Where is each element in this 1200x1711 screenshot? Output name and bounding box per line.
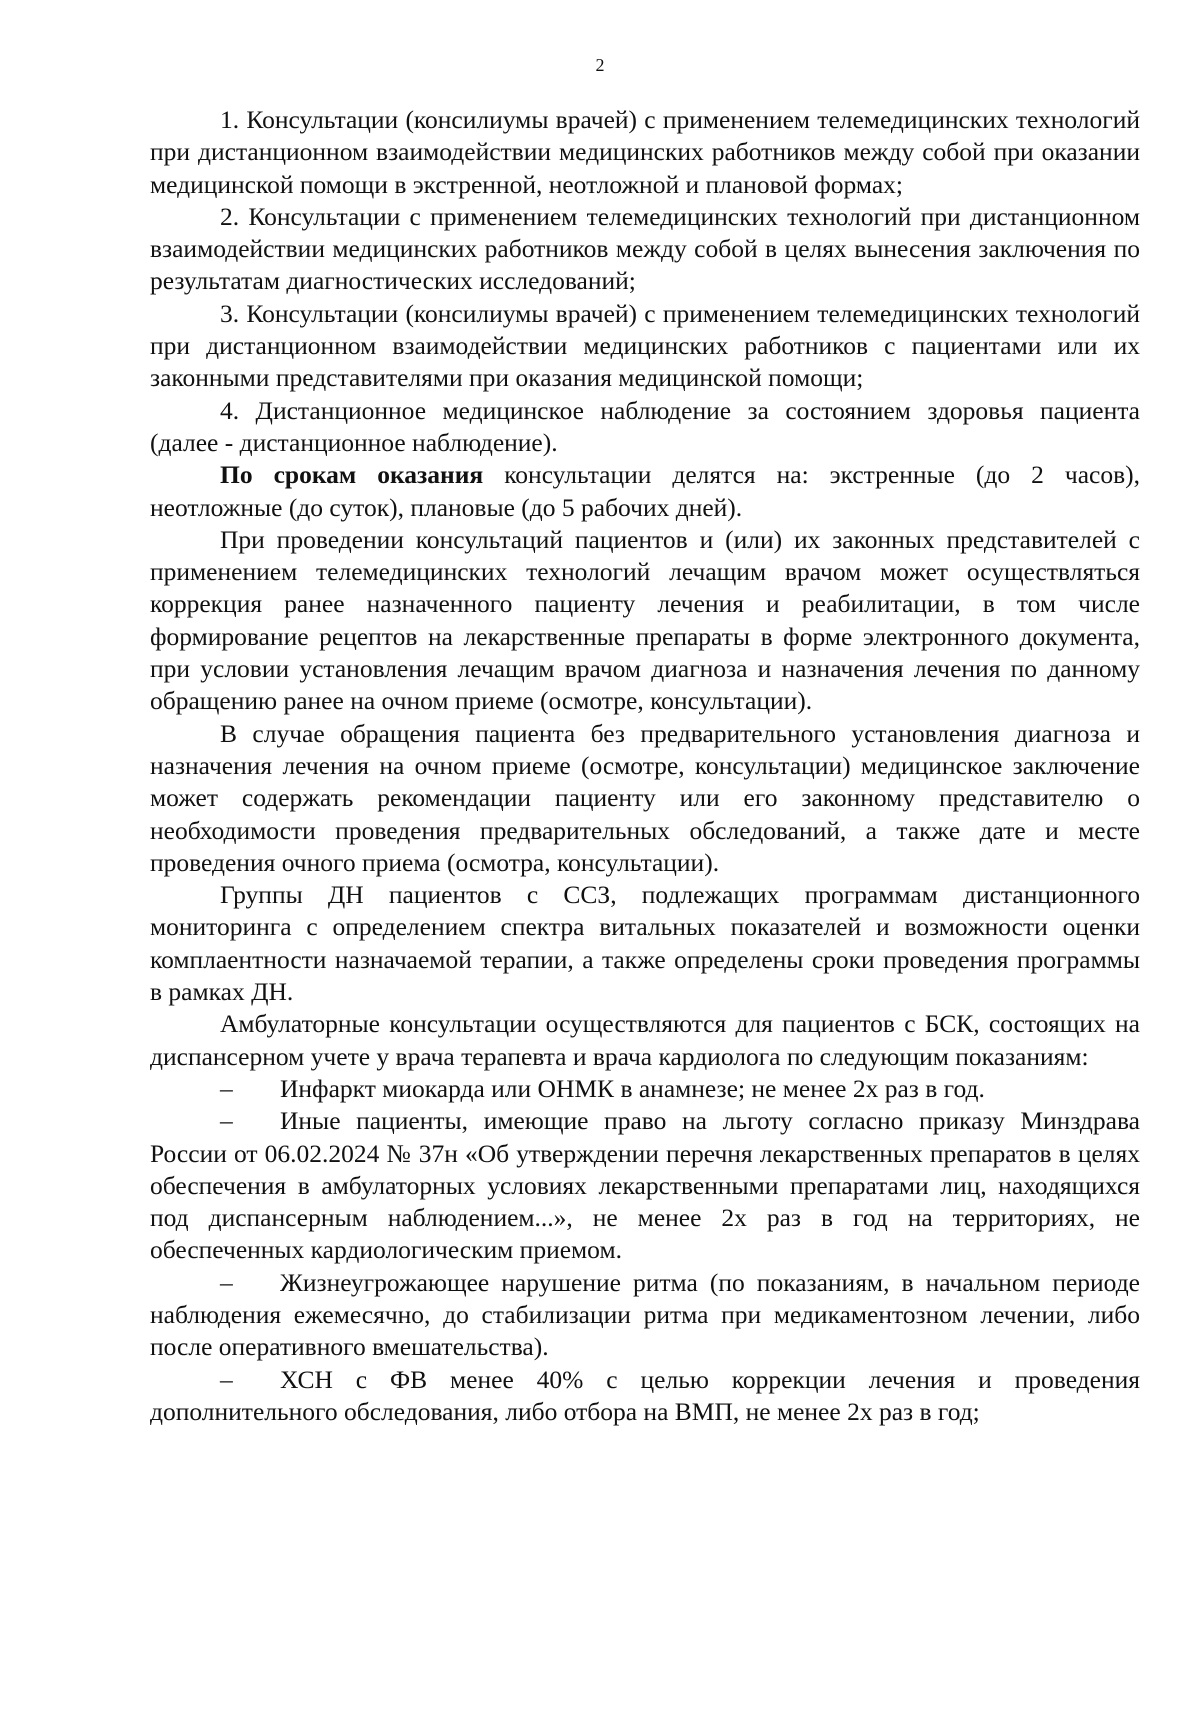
list-item-text: Инфаркт миокарда или ОНМК в анамнезе; не менее 2х раз в год.	[280, 1073, 985, 1103]
paragraph-consultation-type-3: 3. Консультации (консилиумы врачей) с применением телемедицинских технологий при дистанционном взаимодействии медицинских работников с пациентами или их законными представителями при оказания медицинской помощи;	[150, 298, 1140, 393]
timing-text: консультации делятся на: экстренные (до 2 часов), неотложные (до суток), плановые (до 5 рабочих дней).	[150, 460, 1140, 522]
list-dash: –	[220, 1364, 233, 1394]
paragraph-consultation-type-1: 1. Консультации (консилиумы врачей) с применением телемедицинских технологий при дистанционном взаимодействии медицинских работников между собой при оказании медицинской помощи в экстренной, неотложной и плановой формах;	[150, 105, 1140, 199]
paragraph-monitoring-groups: Группы ДН пациентов с ССЗ, подлежащих программам дистанционного мониторинга с определением спектра витальных показателей и возможности оценки комплаентности назначаемой терапии, а также определены сроки проведения программы в рамках ДН.	[150, 880, 1140, 1007]
paragraph-consultation-type-2: 2. Консультации с применением телемедицинских технологий при дистанционном взаимодействии медицинских работников между собой в целях вынесения заключения по результатам диагностических исследований;	[150, 201, 1140, 296]
timing-heading: По срокам оказания	[220, 460, 484, 490]
list-dash: –	[220, 1106, 233, 1136]
paragraph-timing	[150, 459, 1140, 524]
page-number: 2	[595, 55, 605, 75]
list-item-text: ХСН с ФВ менее 40% с целью коррекции лечения и проведения дополнительного обследования, либо отбора на ВМП, не менее 2х раз в год;	[150, 1364, 1140, 1426]
paragraph-consultation-type-4: 4. Дистанционное медицинское наблюдение за состоянием здоровья пациента (далее - дистанционное наблюдение).	[150, 395, 1140, 457]
document-body	[150, 104, 1140, 1428]
paragraph-no-diagnosis: В случае обращения пациента без предварительного установления диагноза и назначения лечения на очном приеме (осмотре, консультации) медицинское заключение может содержать рекомендации пациенту или его законному представителю о необходимости проведения предварительных обследований, а также дате и месте проведения очного приема (осмотра, консультации).	[150, 718, 1140, 877]
list-item-arrhythmia	[150, 1267, 1140, 1364]
list-dash: –	[220, 1267, 233, 1297]
paragraph-ambulatory: Амбулаторные консультации осуществляются для пациентов с БСК, состоящих на диспансерном учете у врача терапевта и врача кардиолога по следующим показаниям:	[150, 1009, 1140, 1071]
list-dash: –	[220, 1073, 233, 1103]
list-item-infarction	[150, 1073, 1140, 1105]
list-item-privileged-patients	[150, 1105, 1140, 1266]
list-item-text: Иные пациенты, имеющие право на льготу согласно приказу Минздрава России от 06.02.2024 № 37н «Об утверждении перечня лекарственных препаратов в целях обеспечения в амбулаторных условиях лекарственными препаратами лиц, находящихся под диспансерным наблюдением...», не менее 2х раз в год на территориях, не обеспеченных кардиологическим приемом.	[150, 1106, 1140, 1265]
paragraph-correction: При проведении консультаций пациентов и (или) их законных представителей с применением телемедицинских технологий лечащим врачом может осуществляться коррекция ранее назначенного пациенту лечения и реабилитации, в том числе формирование рецептов на лекарственные препараты в форме электронного документа, при условии установления лечащим врачом диагноза и назначения лечения по данному обращению ранее на очном приеме (осмотре, консультации).	[150, 524, 1140, 716]
list-item-heart-failure	[150, 1364, 1140, 1429]
list-item-text: Жизнеугрожающее нарушение ритма (по показаниям, в начальном периоде наблюдения ежемесячно, до стабилизации ритма при медикаментозном лечении, либо после оперативного вмешательства).	[150, 1267, 1140, 1362]
